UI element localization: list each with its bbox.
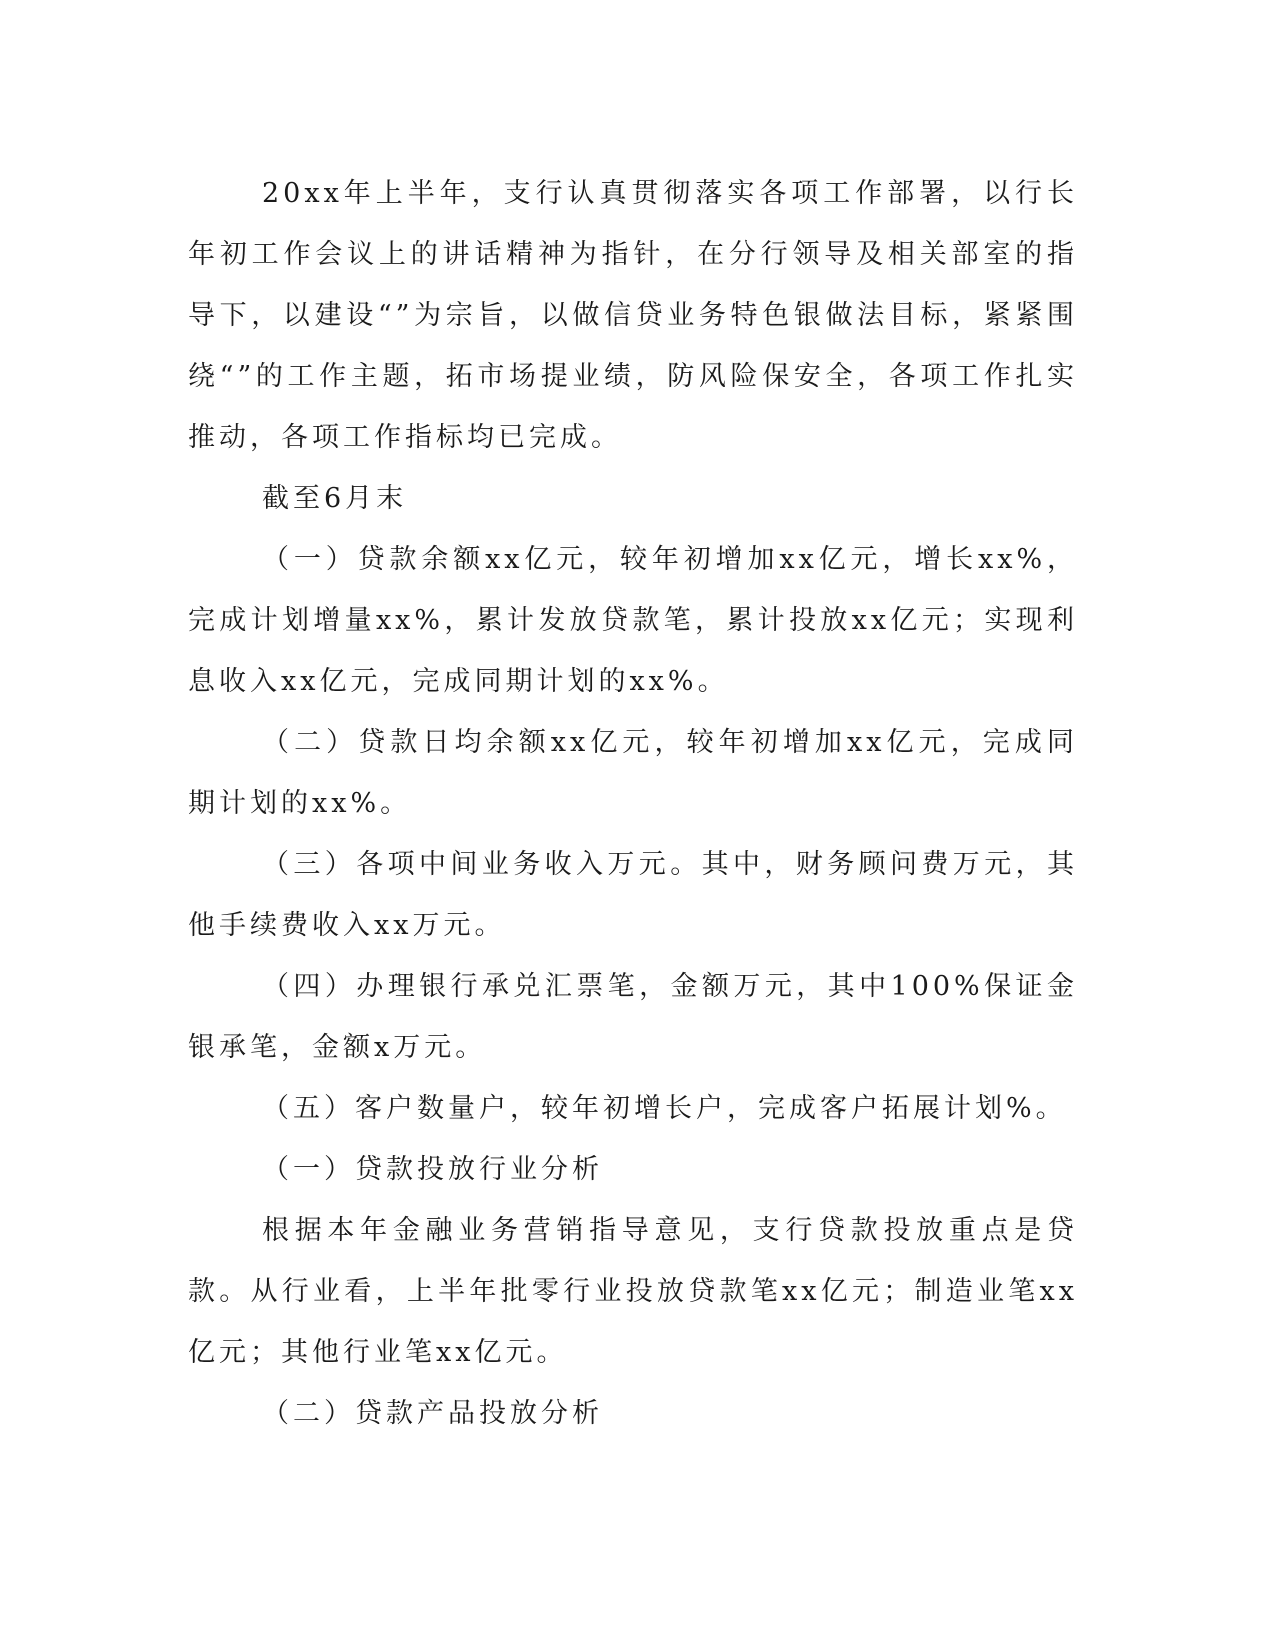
paragraph-as-of-june: 截至6月末 xyxy=(262,483,408,514)
section-heading-industry-analysis: （一）贷款投放行业分析 xyxy=(262,1154,603,1185)
paragraph-item-4-acceptance-bills: （四）办理银行承兑汇票笔，金额万元，其中100%保证金银承笔，金额x万元。 xyxy=(188,971,1078,1063)
paragraph-item-1-loan-balance: （一）贷款余额xx亿元，较年初增加xx亿元，增长xx%，完成计划增量xx%，累计发放贷款笔，累计投放xx亿元；实现利息收入xx亿元，完成同期计划的xx%。 xyxy=(188,544,1078,697)
paragraph-item-5-customers: （五）客户数量户，较年初增长户，完成客户拓展计划%。 xyxy=(262,1093,1067,1124)
document-body xyxy=(188,163,1078,1444)
section-heading-product-analysis: （二）贷款产品投放分析 xyxy=(262,1398,603,1429)
paragraph-intro: 20xx年上半年，支行认真贯彻落实各项工作部署，以行长年初工作会议上的讲话精神为指针，在分行领导及相关部室的指导下，以建设“”为宗旨，以做信贷业务特色银做法目标，紧紧围绕“”的工作主题，拓市场提业绩，防风险保安全，各项工作扎实推动，各项工作指标均已完成。 xyxy=(188,178,1078,453)
paragraph-item-3-intermediary-income: （三）各项中间业务收入万元。其中，财务顾问费万元，其他手续费收入xx万元。 xyxy=(188,849,1078,941)
paragraph-item-2-daily-average: （二）贷款日均余额xx亿元，较年初增加xx亿元，完成同期计划的xx%。 xyxy=(188,727,1078,819)
paragraph-industry-analysis: 根据本年金融业务营销指导意见，支行贷款投放重点是贷款。从行业看，上半年批零行业投放贷款笔xx亿元；制造业笔xx亿元；其他行业笔xx亿元。 xyxy=(188,1215,1078,1368)
